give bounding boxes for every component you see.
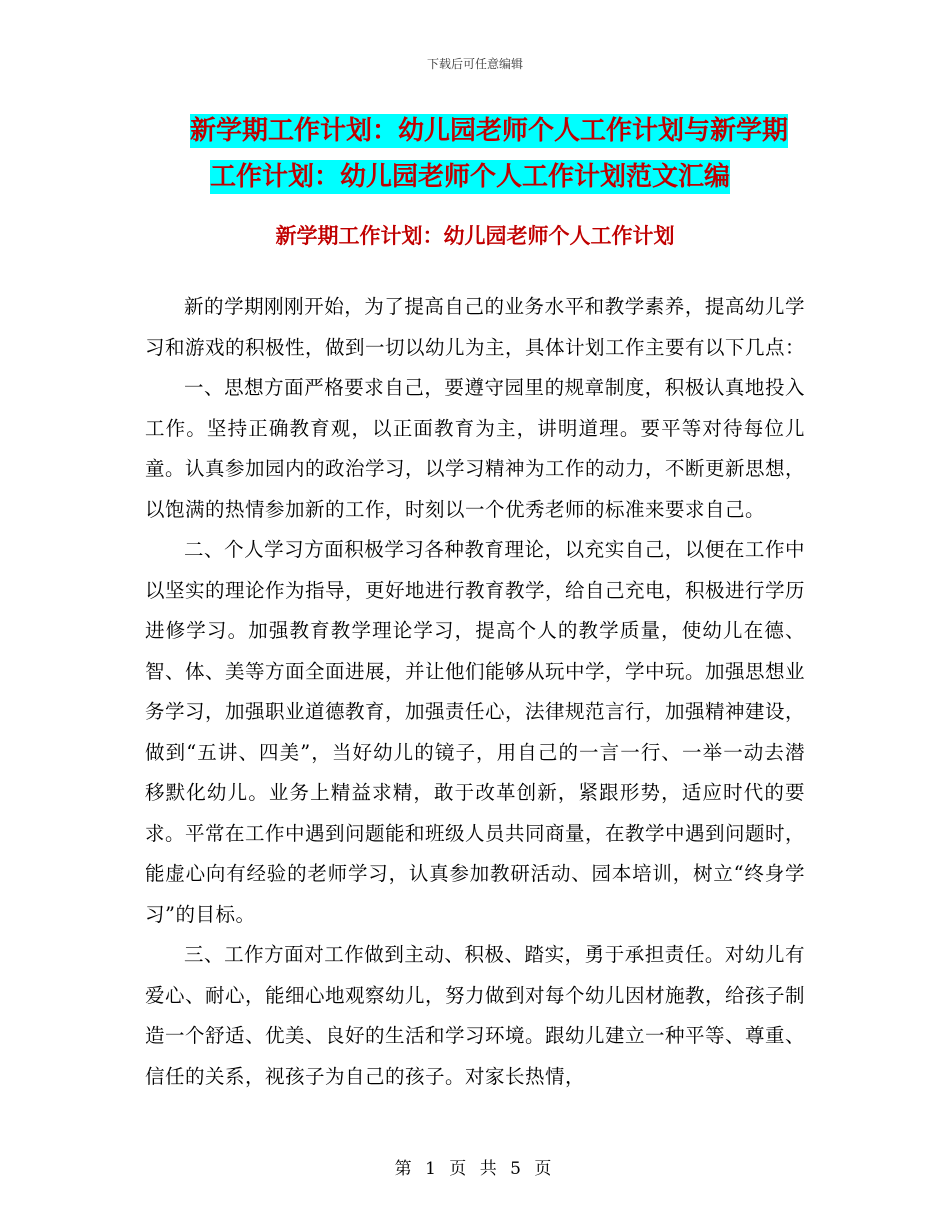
page-number: 第 1 页 共 5 页 — [394, 1159, 556, 1179]
paragraph-intro: 新的学期刚刚开始，为了提高自己的业务水平和教学素养，提高幼儿学习和游戏的积极性，做到一切以幼儿为主，具体计划工作主要有以下几点： — [145, 295, 806, 359]
document-title-line-1: 新学期工作计划：幼儿园老师个人工作计划与新学期 — [190, 116, 789, 146]
document-title — [190, 108, 810, 200]
section-title: 新学期工作计划：幼儿园老师个人工作计划 — [275, 224, 675, 248]
page-header: 下载后可任意编辑 — [426, 57, 523, 71]
paragraph-2: 二、个人学习方面积极学习各种教育理论，以充实自己，以便在工作中以坚实的理论作为指导，更好地进行教育教学，给自己充电，积极进行学历进修学习。加强教育教学理论学习，提高个人的教学质量，使幼儿在德、智、体、美等方面全面进展，并让他们能够从玩中学，学中玩。加强思想业务学习，加强职业道德教育，加强责任心，法律规范言行，加强精神建设，做到“五讲、四美”，当好幼儿的镜子，用自己的一言一行、一举一动去潜移默化幼儿。业务上精益求精，敢于改革创新，紧跟形势，适应时代的要求。平常在工作中遇到问题能和班级人员共同商量，在教学中遇到问题时，能虚心向有经验的老师学习，认真参加教研活动、园本培训，树立“终身学习”的目标。 — [145, 538, 806, 926]
paragraph-1: 一、思想方面严格要求自己，要遵守园里的规章制度，积极认真地投入工作。坚持正确教育观，以正面教育为主，讲明道理。要平等对待每位儿童。认真参加园内的政治学习，以学习精神为工作的动力，不断更新思想，以饱满的热情参加新的工作，时刻以一个优秀老师的标准来要求自己。 — [145, 376, 806, 521]
body-text — [145, 287, 805, 1097]
paragraph-3: 三、工作方面对工作做到主动、积极、踏实，勇于承担责任。对幼儿有爱心、耐心，能细心地观察幼儿，努力做到对每个幼儿因材施教，给孩子制造一个舒适、优美、良好的生活和学习环境。跟幼儿建立一种平等、尊重、信任的关系，视孩子为自己的孩子。对家长热情， — [145, 943, 806, 1088]
document-title-line-2: 工作计划：幼儿园老师个人工作计划范文汇编 — [210, 162, 731, 192]
